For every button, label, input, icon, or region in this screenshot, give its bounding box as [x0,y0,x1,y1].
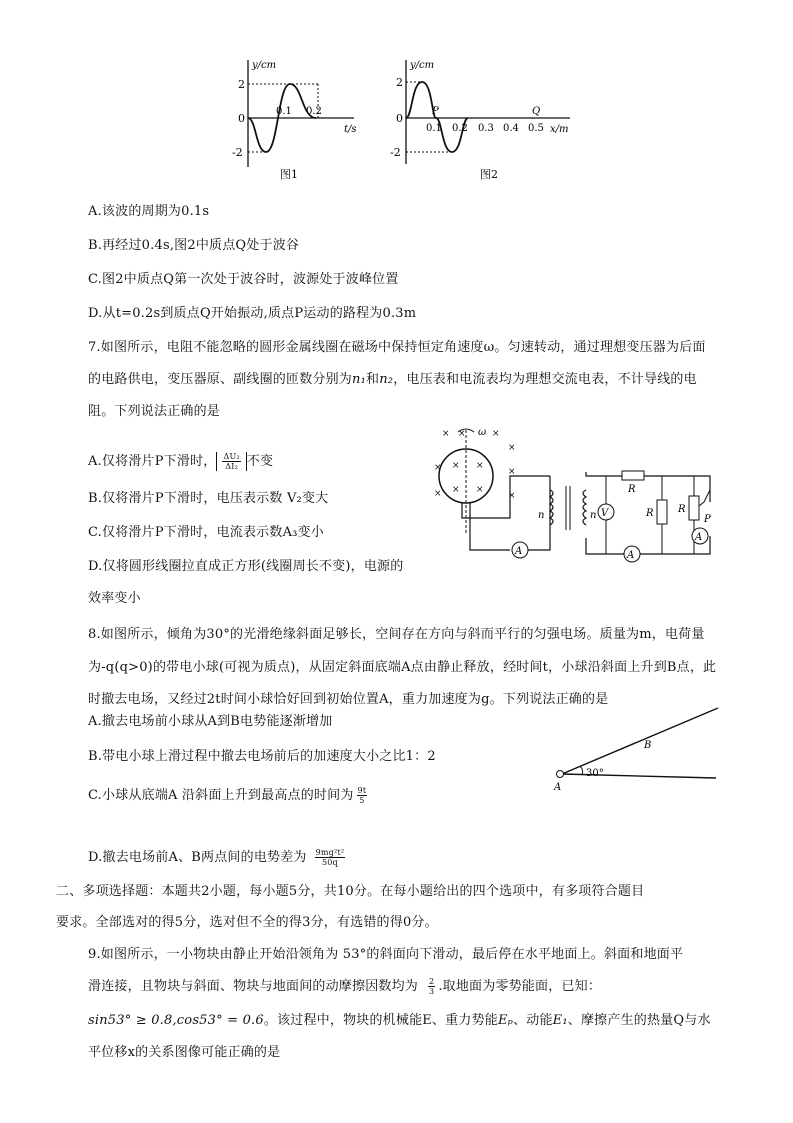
q8-stem-line1: 8.如图所示，倾角为30°的光滑绝缘斜面足够长，空间存在方向与斜而平行的匀强电场。质量为m，电荷量 [88,627,705,642]
ball-at-a [557,771,564,778]
figure-1-graph [226,52,366,182]
q8-option-b: B.带电小球上滑过程中撤去电场前后的加速度大小之比1：2 [88,749,436,764]
resistor-r1-label: R [628,484,636,495]
fig2-tick-x-03: 0.3 [478,123,494,134]
point-a-label: A [554,782,562,793]
q6-option-c: C.图2中质点Q第一次处于波谷时，波源处于波峰位置 [88,272,399,287]
q6-option-d: D.从t=0.2s到质点Q开始振动,质点P运动的路程为0.3m [88,306,417,321]
q9-mu-fraction [428,977,435,996]
fig1-tick-y-2: 2 [238,78,245,91]
q9-text-c: 、摩擦产生的热量Q与水 [567,1013,711,1028]
fig1-tick-x-01: 0.1 [276,106,292,117]
q9-stem-text: 滑连接，且物块与斜面、物块与地面间的动摩擦因数均为 [88,979,419,994]
figure-2-graph [386,52,576,182]
q9-stem-line2 [88,975,601,996]
fig2-x-label: x/m [550,124,569,135]
fig1-tick-y-0: 0 [238,112,245,125]
voltmeter-v2-label: V [601,508,609,519]
q7-a-den: ΔI₂ [225,462,238,471]
q9-mu-num: 2 [429,977,435,986]
fig1-tick-x-02: 0.2 [306,106,322,117]
fig2-tick-y-2: 2 [396,76,403,89]
q9-ep: Eₚ [497,1013,514,1028]
resistor-r2 [657,500,667,524]
fig2-tick-y-neg2: -2 [390,146,401,159]
point-b-label: B [644,740,652,751]
ammeter-a1-label: A [515,546,523,557]
svg-text:×: × [452,485,460,495]
q7-n1: n₁ [352,372,366,387]
coil-lead-1 [462,476,550,518]
q7-stem-text: 的电路供电，变压器原、副线圈的匝数分别为 [88,372,353,387]
q8-d-text: D.撤去电场前A、B两点间的电势差为 [88,850,307,865]
fig1-caption: 图1 [280,168,298,181]
q8-option-d [88,846,348,867]
angle-arc [580,766,583,775]
fig1-x-label: t/s [344,124,357,135]
svg-text:×: × [508,443,516,453]
svg-text:×: × [458,429,466,439]
fig2-tick-y-0: 0 [396,112,403,125]
svg-text:×: × [434,489,442,499]
q7-stem-line3: 阻。下列说法正确的是 [88,404,221,419]
resistor-r3-label: R [678,504,686,515]
fig2-curve [406,82,468,152]
ammeter-a3-label: A [695,532,703,543]
coil-lead-2 [470,503,510,550]
q8-option-c [88,784,370,805]
circuit-diagram [432,426,722,568]
q7-option-b: B.仅将滑片P下滑时，电压表示数 V₂变大 [88,491,329,506]
q7-a-post: 不变 [246,454,274,469]
label-n2: n [590,510,597,521]
incline-angle: 30° [586,768,604,779]
q8-c-num: 9t [357,786,367,795]
q8-d-num: 9mg²t² [315,848,345,857]
fig2-tick-x-04: 0.4 [503,123,519,134]
fig1-tick-y-neg2: -2 [232,146,243,159]
svg-text:×: × [452,461,460,471]
q8-stem-line3: 时撤去电场，又经过2t时间小球恰好回到初始位置A，重力加速度为g。下列说法正确的是 [88,692,609,707]
section2-line1: 二、多项选择题：本题共2小题，每小题5分，共10分。在每小题给出的四个选项中，有多项符合题目 [56,884,645,899]
svg-text:×: × [492,429,500,439]
incline-diagram [548,700,728,795]
q8-d-fraction [315,848,346,867]
q9-ek: E₁ [552,1013,568,1028]
q7-a-text: A.仅将滑片P下滑时， [88,454,217,469]
q9-text-a: 。该过程中，物块的机械能E、重力势能 [263,1013,498,1028]
fig2-tick-x-05: 0.5 [528,123,544,134]
svg-text:×: × [434,463,442,473]
q8-c-text: C.小球从底端A 沿斜面上升到最高点的时间为 [88,788,354,803]
svg-text:×: × [476,461,484,471]
q7-option-a [88,450,273,471]
fig2-tick-x-01: 0.1 [426,123,442,134]
q9-stem-line1: 9.如图所示，一小物块由静止开始沿领角为 53°的斜面向下滑动，最后停在水平地面上。斜面和地面平 [88,947,684,962]
fig2-tick-x-02: 0.2 [452,123,468,134]
incline-surface [562,708,718,774]
fig2-y-label: y/cm [410,60,435,71]
fig2-point-q: Q [532,106,541,117]
q8-c-fraction [357,786,368,805]
slider-p-label: P [704,514,711,525]
magnetic-field-crosses [434,429,516,501]
q7-n2: n₂ [379,372,394,387]
section2-line2: 要求。全部选对的得5分，选对但不全的得3分，有选错的得0分。 [56,915,438,930]
fig2-point-p: P [432,106,439,117]
q9-trig: sin53° ≥ 0.8,cos53° = 0.6 [88,1013,264,1028]
q9-text-b: 、动能 [513,1013,553,1028]
resistor-r3 [689,496,699,520]
ammeter-a2-label: A [627,550,635,561]
q7-option-d-line1: D.仅将圆形线圈拉直成正方形(线圈周长不变)，电源的 [88,559,404,574]
q7-a-num: ΔU₂ [223,452,240,461]
svg-text:×: × [508,491,516,501]
svg-text:×: × [442,429,450,439]
q6-option-b: B.再经过0.4s,图2中质点Q处于波谷 [88,238,300,253]
slider-p [699,490,710,506]
q8-stem-line2: 为-q(q>0)的带电小球(可视为质点)，从固定斜面底端A点由静止释放，经时间t，小球沿斜面上升到B点，此 [88,660,717,675]
q7-stem-text-b: ，电压表和电流表均为理想交流电表，不计导线的电 [393,372,697,387]
q7-option-d-line2: 效率变小 [88,591,141,606]
svg-text:×: × [508,467,516,477]
q6-option-a: A.该波的周期为0.1s [88,204,210,219]
q8-d-den: 50q [322,858,338,867]
q7-a-abs [216,452,246,471]
q8-c-den: 5 [359,796,365,805]
secondary-bottom [586,536,710,554]
label-n1: n [538,510,545,521]
secondary-coil [583,490,586,525]
circuit-omega: ω [478,427,487,438]
q7-option-c: C.仅将滑片P下滑时，电流表示数A₃变小 [88,525,324,540]
svg-text:×: × [476,485,484,495]
q7-stem-line2 [88,368,697,387]
resistor-r2-label: R [646,508,654,519]
q7-a-fraction [222,452,240,471]
q7-and: 和 [366,372,380,387]
q8-option-a: A.撤去电场前小球从A到B电势能逐渐增加 [88,714,333,729]
q9-stem-line4: 平位移x的关系图像可能正确的是 [88,1045,281,1060]
fig1-y-label: y/cm [252,60,277,71]
fig2-caption: 图2 [480,168,498,181]
q7-stem-line1: 7.如图所示，电阻不能忽略的圆形金属线圈在磁场中保持恒定角速度ω。匀速转动，通过理想变压器为后面 [88,340,706,355]
q9-mu-den: 3 [429,987,435,996]
q9-stem-post: .取地面为零势能面，已知： [438,979,602,994]
resistor-r1 [622,471,644,480]
q9-stem-line3 [88,1009,711,1028]
